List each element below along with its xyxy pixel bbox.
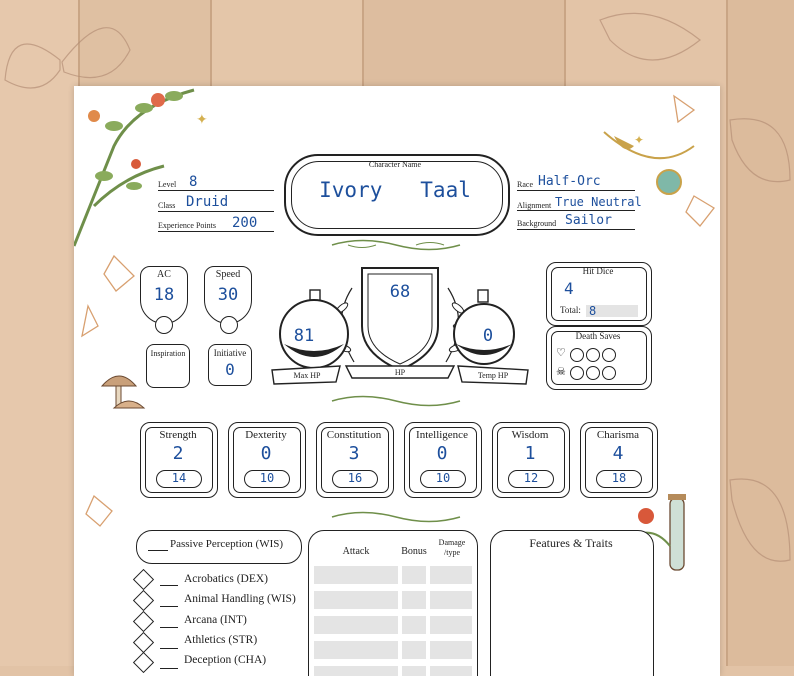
hp-label: HP	[394, 368, 406, 377]
attack-bonus-cell[interactable]	[402, 641, 426, 659]
level-value[interactable]: 8	[189, 174, 198, 190]
temp-hp-value[interactable]: 0	[482, 326, 494, 346]
ability-label: Constitution	[326, 429, 382, 441]
alignment-line	[517, 210, 635, 211]
death-save-failure[interactable]	[602, 366, 616, 380]
hp-value[interactable]: 68	[389, 282, 411, 302]
attack-column-header: Attack	[342, 546, 370, 557]
skill-label: Arcana (INT)	[184, 614, 247, 626]
ability-score[interactable]: 14	[171, 471, 187, 485]
background-value[interactable]: Sailor	[565, 213, 612, 228]
attack-damage-cell[interactable]	[430, 616, 472, 634]
skill-label: Acrobatics (DEX)	[184, 573, 268, 585]
hit-dice-label: Hit Dice	[582, 266, 614, 276]
heart-icon: ♡	[556, 347, 566, 359]
max-hp-value[interactable]: 81	[293, 326, 315, 346]
speed-value[interactable]: 30	[217, 285, 239, 305]
ability-score[interactable]: 12	[523, 471, 539, 485]
character-name-value[interactable]: Ivory Taal	[319, 178, 471, 202]
skill-line[interactable]	[160, 606, 178, 607]
skill-line[interactable]	[160, 648, 178, 649]
attack-name-cell[interactable]	[314, 641, 398, 659]
flourish-icon	[328, 236, 464, 254]
max-hp-label: Max HP	[293, 371, 321, 380]
ability-label: Intelligence	[416, 429, 468, 441]
attack-damage-cell[interactable]	[430, 666, 472, 676]
speed-circle	[220, 316, 238, 334]
ac-circle	[155, 316, 173, 334]
class-label: Class	[158, 201, 176, 210]
bonus-column-header: Bonus	[401, 546, 427, 557]
class-line	[158, 211, 274, 212]
xp-label: Experience Points	[158, 221, 216, 230]
ability-score[interactable]: 10	[259, 471, 275, 485]
death-save-success[interactable]	[570, 348, 584, 362]
attack-bonus-cell[interactable]	[402, 566, 426, 584]
sparkle-icon: ✦	[634, 133, 645, 147]
attack-bonus-cell[interactable]	[402, 616, 426, 634]
death-saves-label: Death Saves	[575, 331, 621, 341]
xp-value[interactable]: 200	[232, 215, 258, 231]
race-value[interactable]: Half-Orc	[538, 174, 601, 189]
attack-damage-cell[interactable]	[430, 591, 472, 609]
hit-dice-value[interactable]: 4	[564, 279, 574, 298]
ac-value[interactable]: 18	[153, 285, 175, 305]
skill-line[interactable]	[160, 585, 178, 586]
ability-modifier[interactable]: 2	[172, 443, 184, 464]
ability-label: Wisdom	[511, 429, 549, 441]
ability-modifier[interactable]: 3	[348, 443, 360, 464]
passive-perception-line[interactable]	[148, 550, 168, 551]
death-save-success[interactable]	[602, 348, 616, 362]
inspiration-label: Inspiration	[150, 349, 186, 358]
sparkle-icon: ✦	[196, 113, 208, 128]
passive-perception-label: Passive Perception (WIS)	[170, 538, 284, 550]
temp-hp-label: Temp HP	[477, 371, 509, 380]
death-save-failure[interactable]	[586, 366, 600, 380]
skill-line[interactable]	[160, 627, 178, 628]
attack-name-cell[interactable]	[314, 666, 398, 676]
level-line	[158, 190, 274, 191]
class-value[interactable]: Druid	[186, 194, 229, 210]
ability-score[interactable]: 18	[611, 471, 627, 485]
skill-label: Athletics (STR)	[184, 634, 258, 646]
level-label: Level	[158, 180, 177, 189]
alignment-label: Alignment	[517, 201, 552, 210]
skill-label: Deception (CHA)	[184, 654, 267, 666]
skill-line[interactable]	[160, 668, 178, 669]
alignment-value[interactable]: True Neutral	[555, 195, 642, 209]
ability-label: Strength	[159, 429, 197, 441]
ability-modifier[interactable]: 1	[524, 443, 536, 464]
character-sheet	[74, 86, 720, 676]
death-save-failure[interactable]	[570, 366, 584, 380]
attack-damage-cell[interactable]	[430, 641, 472, 659]
background-label: Background	[517, 219, 557, 228]
ability-score[interactable]: 10	[435, 471, 451, 485]
character-name-label: Character Name	[368, 160, 422, 169]
death-save-success[interactable]	[586, 348, 600, 362]
flourish-icon	[328, 508, 464, 526]
flourish-icon	[328, 392, 464, 410]
ability-score[interactable]: 16	[347, 471, 363, 485]
hit-dice-total-label: Total:	[560, 305, 581, 315]
attack-name-cell[interactable]	[314, 616, 398, 634]
speed-label: Speed	[215, 269, 241, 280]
background-line	[517, 229, 635, 230]
ability-modifier[interactable]: 0	[436, 443, 448, 464]
ability-label: Dexterity	[245, 429, 287, 441]
damage-column-header: Damage /type	[438, 538, 466, 557]
race-line	[517, 190, 635, 191]
initiative-label: Initiative	[213, 348, 247, 358]
attack-bonus-cell[interactable]	[402, 591, 426, 609]
attack-bonus-cell[interactable]	[402, 666, 426, 676]
hit-dice-total-value[interactable]: 8	[589, 304, 597, 318]
features-traits-label: Features & Traits	[529, 536, 613, 550]
ability-label: Charisma	[596, 429, 640, 441]
xp-line	[158, 231, 274, 232]
skull-icon: ☠	[556, 366, 566, 378]
initiative-value[interactable]: 0	[225, 360, 235, 379]
ac-label: AC	[157, 269, 171, 280]
features-traits-panel[interactable]	[490, 530, 654, 676]
attack-name-cell[interactable]	[314, 566, 398, 584]
attack-damage-cell[interactable]	[430, 566, 472, 584]
attack-name-cell[interactable]	[314, 591, 398, 609]
ability-modifier[interactable]: 0	[260, 443, 272, 464]
skill-label: Animal Handling (WIS)	[184, 593, 296, 605]
ability-modifier[interactable]: 4	[612, 443, 624, 464]
race-label: Race	[517, 180, 533, 189]
